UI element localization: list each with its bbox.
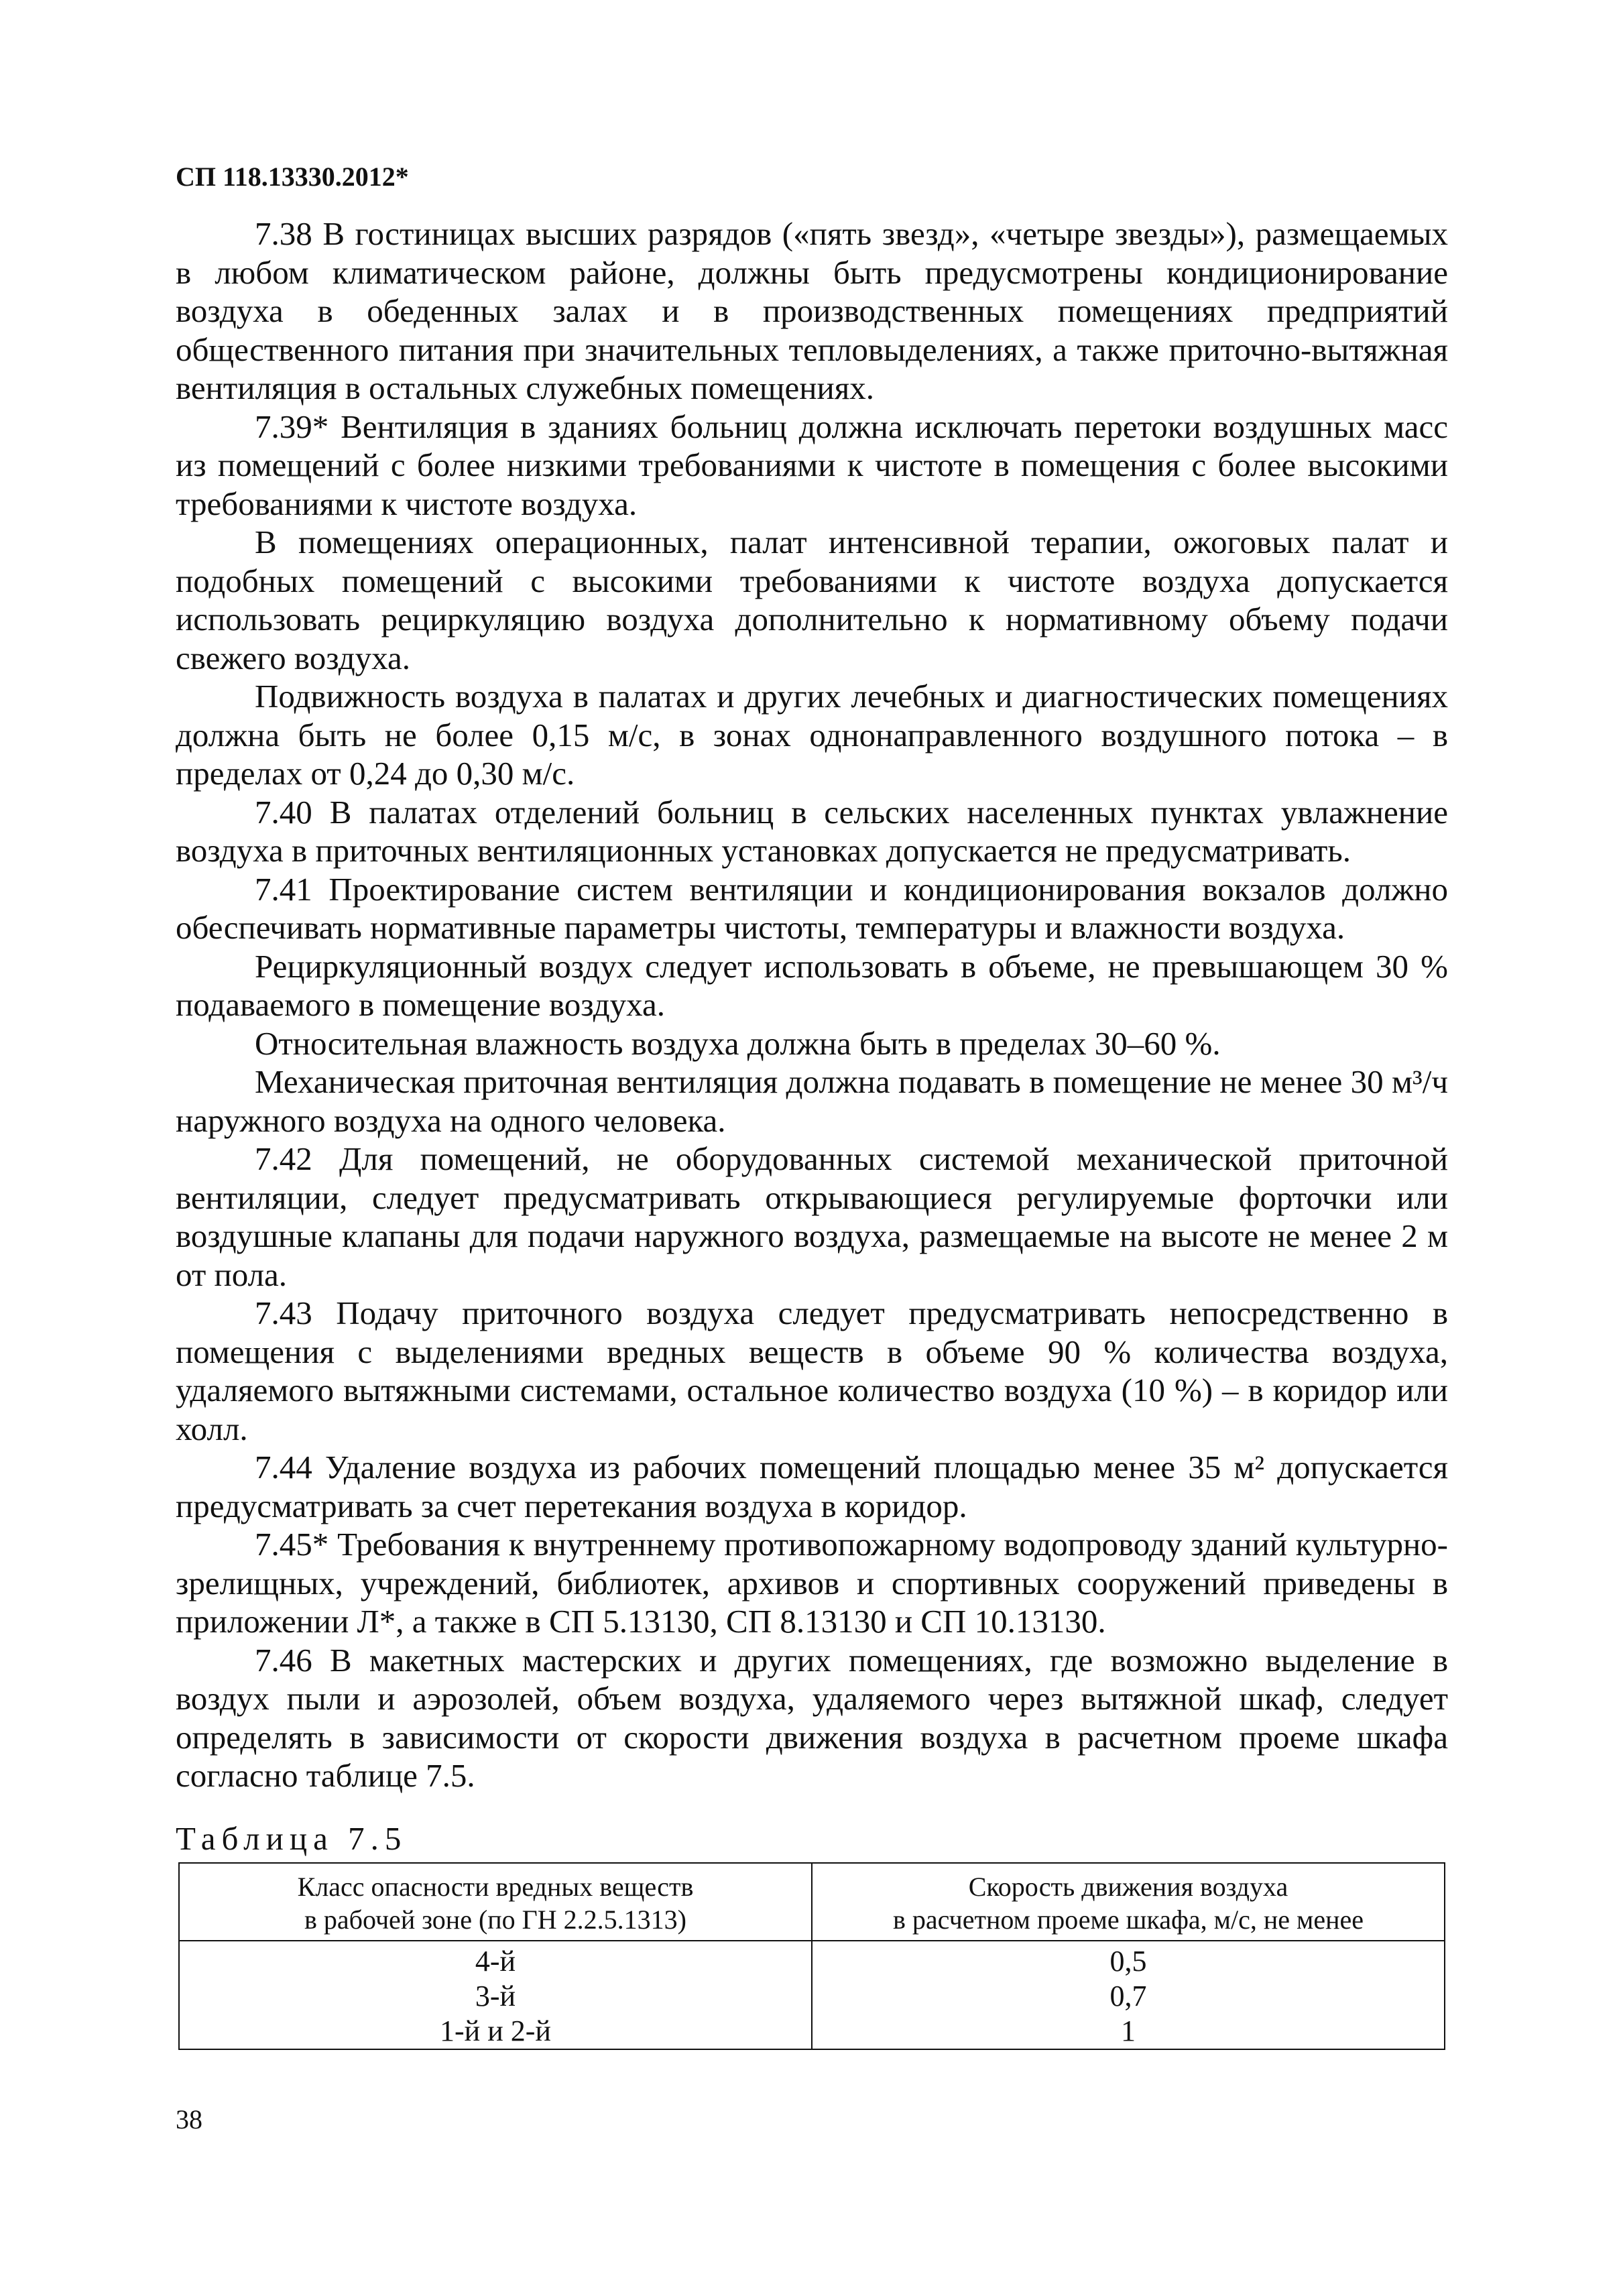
column-header-hazard-class xyxy=(179,1863,812,1941)
paragraph-humidity: Относительная влажность воздуха должна быть в пределах 30–60 %. xyxy=(255,1024,1221,1062)
table-caption: Таблица 7.5 xyxy=(176,1820,408,1857)
table-header-row xyxy=(179,1863,1445,1941)
hazard-class-cell: 1-й и 2-й xyxy=(179,2014,812,2049)
paragraph-7-39: 7.39* Вентиляция в зданиях больниц должна исключать перетоки воздушных масс из помещений с более низкими требованиями к чистоте в помещения с более высокими требованиями к чистоте воздуха. xyxy=(176,408,1448,522)
paragraph-7-38: 7.38 В гостиницах высших разрядов («пять звезд», «четыре звезды»), размещаемых в любом климатическом районе, должны быть предусмотрены кондиционирование воздуха в обеденных залах и в производственных помещениях предприятий общественного питания при значительных тепловыделениях, а также приточно-вытяжная вентиляция в остальных служебных помещениях. xyxy=(176,215,1448,406)
paragraph-7-44: 7.44 Удаление воздуха из рабочих помещений площадью менее 35 м² допускается предусматривать за счет перетекания воздуха в коридор. xyxy=(176,1449,1448,1524)
column-header-air-speed xyxy=(812,1863,1445,1941)
air-speed-cell: 0,7 xyxy=(812,1979,1445,2014)
paragraph-7-43: 7.43 Подачу приточного воздуха следует предусматривать непосредственно в помещения с выделениями вредных веществ в объеме 90 % количества воздуха, удаляемого вытяжными системами, остальное количество воздуха (10 %) – в коридор или холл. xyxy=(176,1294,1448,1447)
table-7-5 xyxy=(178,1862,1445,2050)
column-header-air-speed-line2: в расчетном проеме шкафа, м/с, не менее xyxy=(893,1905,1364,1935)
data-table xyxy=(178,1862,1445,2050)
paragraph-7-45: 7.45* Требования к внутреннему противопожарному водопроводу зданий культурно-зрелищных, учреждений, библиотек, архивов и спортивных сооружений приведены в приложении Л*, а также в СП 5.13130, СП 8.13130 и СП 10.13130. xyxy=(176,1526,1448,1640)
column-header-hazard-class-line2: в рабочей зоне (по ГН 2.2.5.1313) xyxy=(304,1905,687,1935)
paragraph-recirculation: Рециркуляционный воздух следует использовать в объеме, не превышающем 30 % подаваемого в помещение воздуха. xyxy=(176,947,1448,1023)
paragraph-7-41: 7.41 Проектирование систем вентиляции и кондиционирования вокзалов должно обеспечивать нормативные параметры чистоты, температуры и влажности воздуха. xyxy=(176,870,1448,946)
hazard-class-cell: 4-й xyxy=(179,1941,812,1979)
air-speed-cell: 0,5 xyxy=(812,1941,1445,1979)
paragraph-7-40: 7.40 В палатах отделений больниц в сельских населенных пунктах увлажнение воздуха в приточных вентиляционных установках допускается не предусматривать. xyxy=(176,793,1448,869)
paragraph-operating-rooms: В помещениях операционных, палат интенсивной терапии, ожоговых палат и подобных помещений с высокими требованиями к чистоте воздуха допускается использовать рециркуляцию воздуха дополнительно к нормативному объему подачи свежего воздуха. xyxy=(176,524,1448,676)
paragraph-7-46: 7.46 В макетных мастерских и других помещениях, где возможно выделение в воздух пыли и аэрозолей, объем воздуха, удаляемого через вытяжной шкаф, следует определять в зависимости от скорости движения воздуха в расчетном проеме шкафа согласно таблице 7.5. xyxy=(176,1641,1448,1794)
column-header-air-speed-line1: Скорость движения воздуха xyxy=(968,1872,1288,1902)
paragraph-7-42: 7.42 Для помещений, не оборудованных системой механической приточной вентиляции, следует предусматривать открывающиеся регулируемые форточки или воздушные клапаны для подачи наружного воздуха, размещаемые на высоте не менее 2 м от пола. xyxy=(176,1140,1448,1293)
table-row xyxy=(179,1979,1445,2014)
table-row xyxy=(179,1941,1445,1979)
paragraph-air-mobility: Подвижность воздуха в палатах и других лечебных и диагностических помещениях должна быть не более 0,15 м/с, в зонах однонаправленного воздушного потока – в пределах от 0,24 до 0,30 м/с. xyxy=(176,678,1448,792)
page-number: 38 xyxy=(176,2104,202,2134)
document-code-header: СП 118.13330.2012* xyxy=(176,162,409,192)
document-body xyxy=(176,215,1448,1795)
paragraph-supply-ventilation: Механическая приточная вентиляция должна подавать в помещение не менее 30 м³/ч наружного воздуха на одного человека. xyxy=(176,1063,1448,1139)
column-header-hazard-class-line1: Класс опасности вредных веществ xyxy=(297,1872,694,1902)
hazard-class-cell: 3-й xyxy=(179,1979,812,2014)
table-row xyxy=(179,2014,1445,2049)
air-speed-cell: 1 xyxy=(812,2014,1445,2049)
